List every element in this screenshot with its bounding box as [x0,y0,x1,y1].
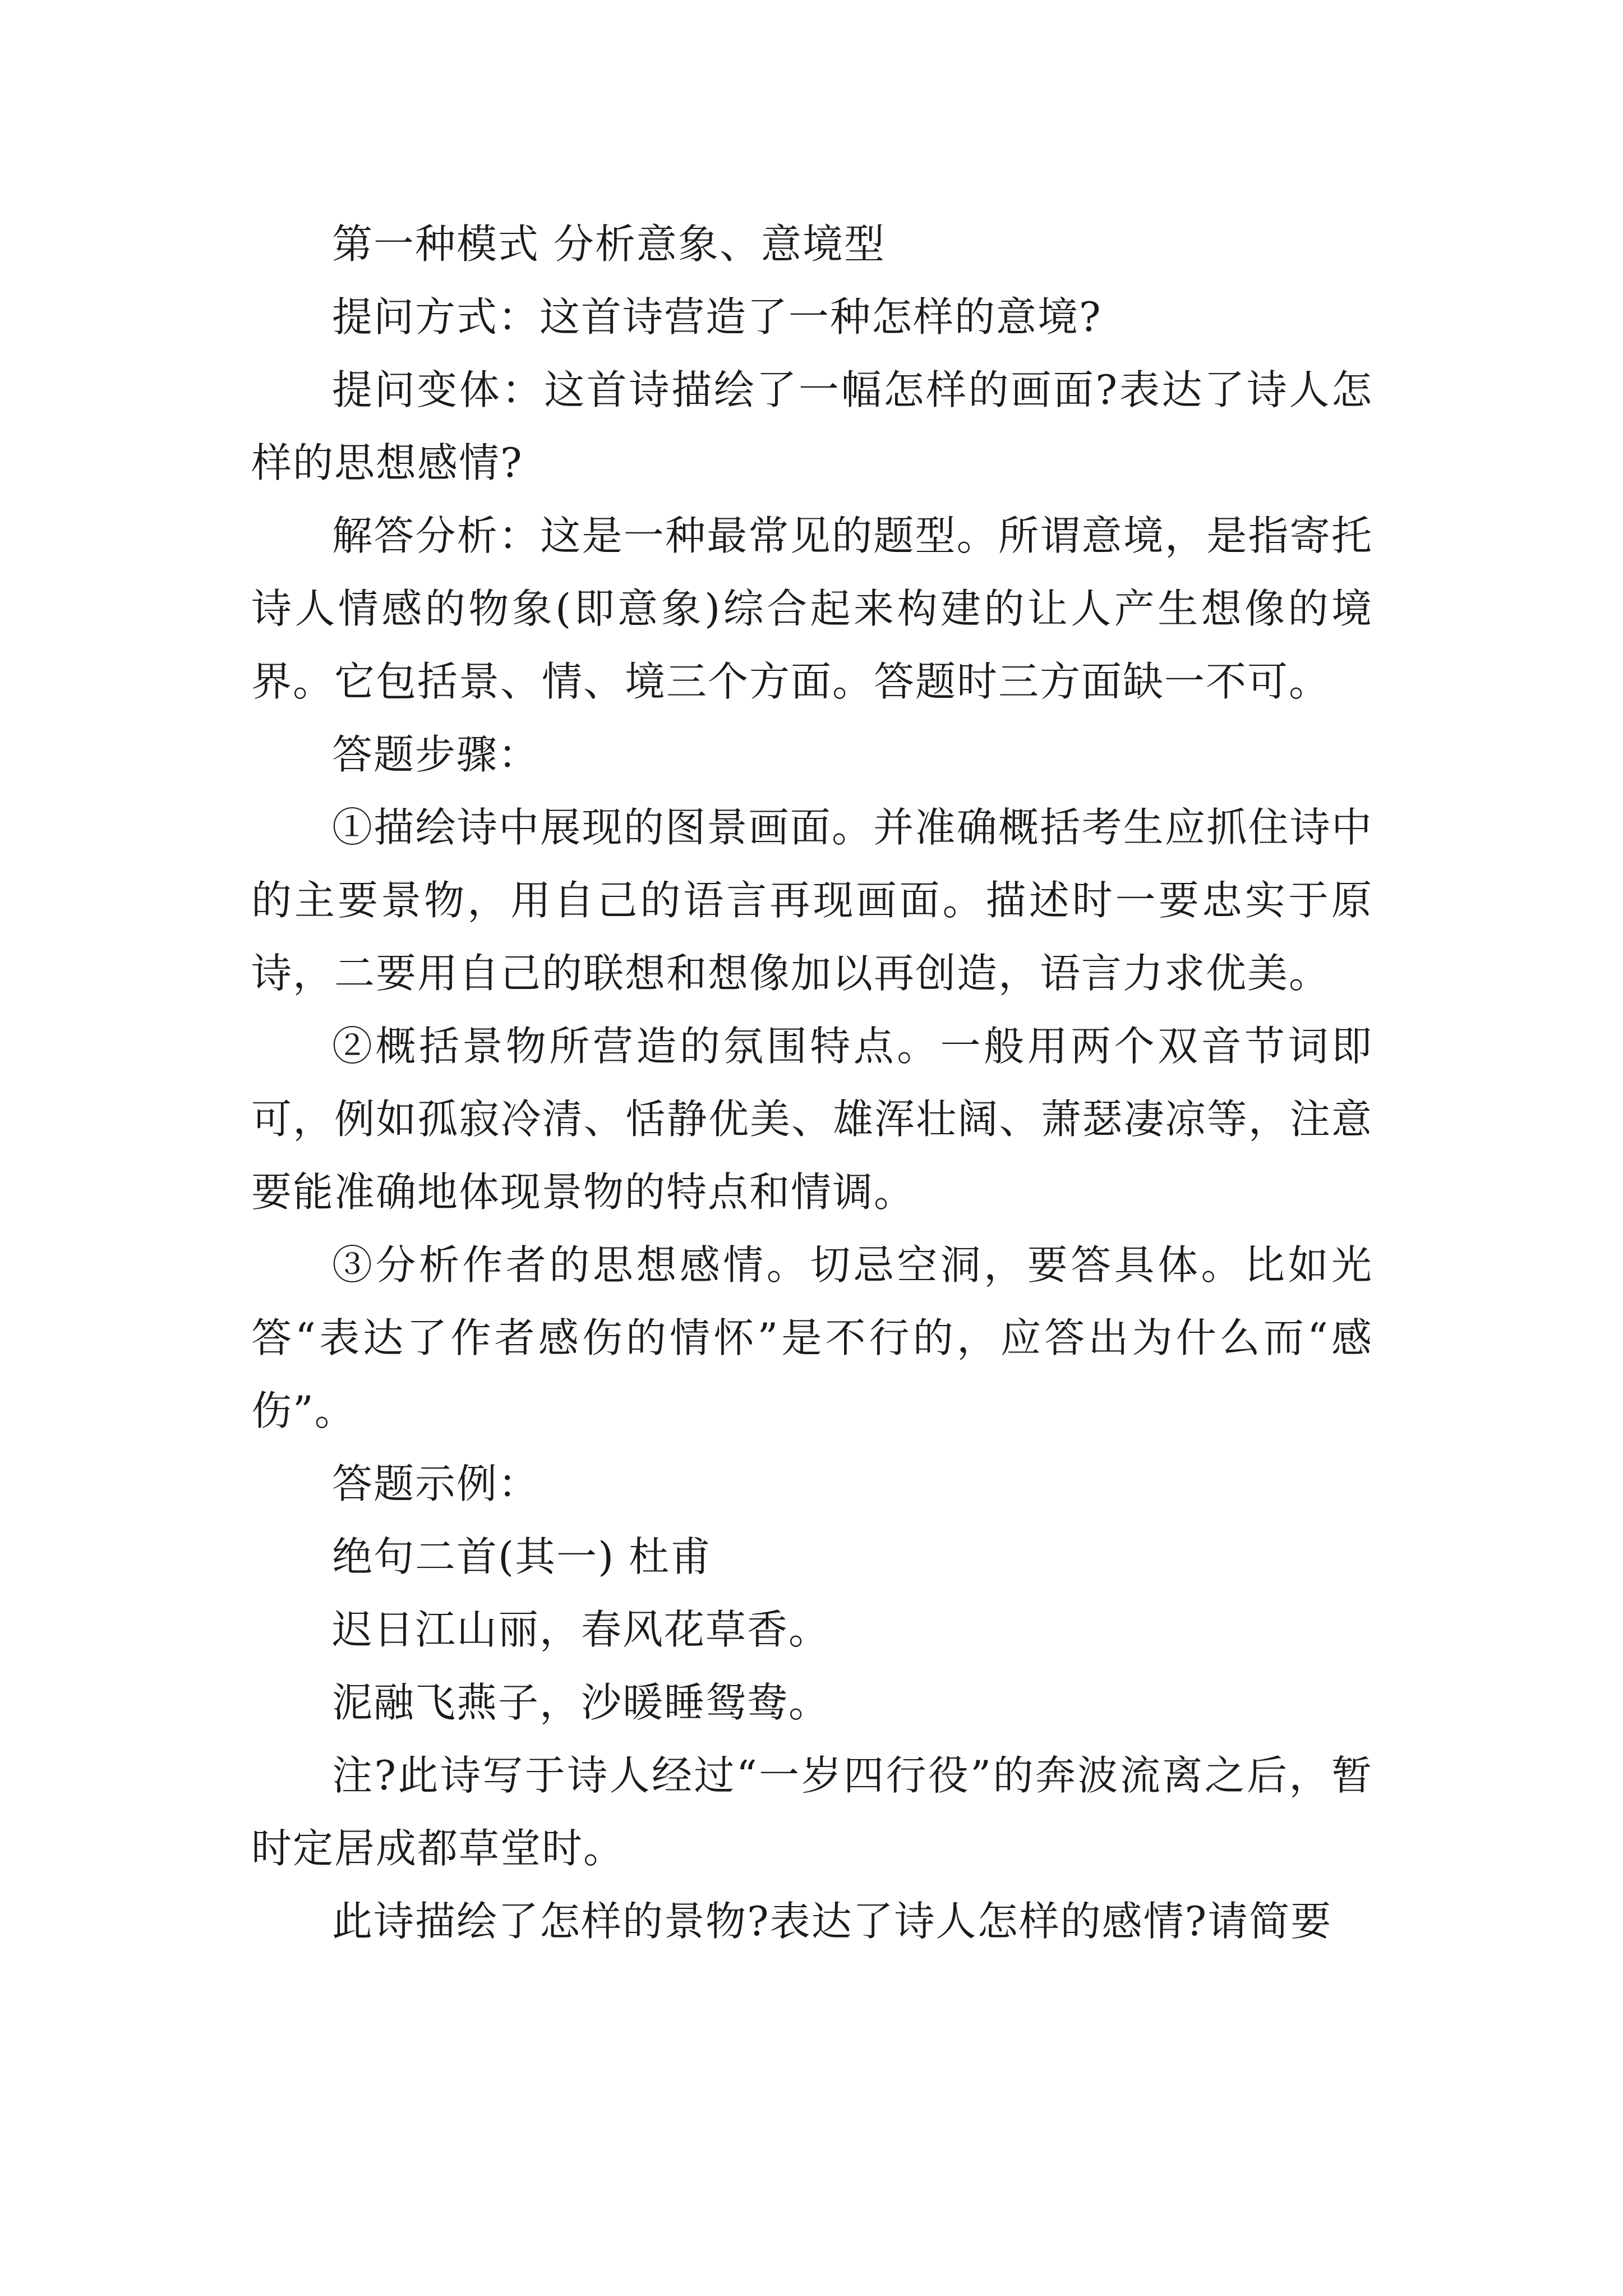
answer-steps-heading: 答题步骤： [332,731,540,778]
answer-step-3: ③分析作者的思想感情。切忌空洞，要答具体。比如光答“表达了作者感伤的情怀”是不行的，应答出为什么而“感伤”。 [251,1241,1373,1434]
poem-line-1: 迟日江山丽，春风花草香。 [332,1606,831,1653]
poem-title: 绝句二首(其一) 杜甫 [332,1533,712,1580]
section-heading: 第一种模式 分析意象、意境型 [332,220,886,268]
poem-line-2: 泥融飞燕子，沙暖睡鸳鸯。 [332,1679,831,1726]
answer-analysis: 解答分析：这是一种最常见的题型。所谓意境，是指寄托诗人情感的物象(即意象)综合起来构建的让人产生想像的境界。它包括景、情、境三个方面。答题时三方面缺一不可。 [251,512,1373,705]
document-body [251,208,1373,1958]
question-variant: 提问变体：这首诗描绘了一幅怎样的画面?表达了诗人怎样的思想感情? [251,366,1373,486]
answer-step-1: ①描绘诗中展现的图景画面。并准确概括考生应抓住诗中的主要景物，用自己的语言再现画面。描述时一要忠实于原诗，二要用自己的联想和想像加以再创造，语言力求优美。 [251,804,1373,997]
answer-step-2: ②概括景物所营造的氛围特点。一般用两个双音节词即可，例如孤寂冷清、恬静优美、雄浑壮阔、萧瑟凄凉等，注意要能准确地体现景物的特点和情调。 [251,1023,1373,1216]
poem-note: 注?此诗写于诗人经过“一岁四行役”的奔波流离之后，暂时定居成都草堂时。 [251,1752,1373,1872]
example-heading: 答题示例： [332,1460,540,1507]
question-format: 提问方式：这首诗营造了一种怎样的意境? [332,293,1102,341]
example-question: 此诗描绘了怎样的景物?表达了诗人怎样的感情?请简要 [332,1898,1332,1945]
